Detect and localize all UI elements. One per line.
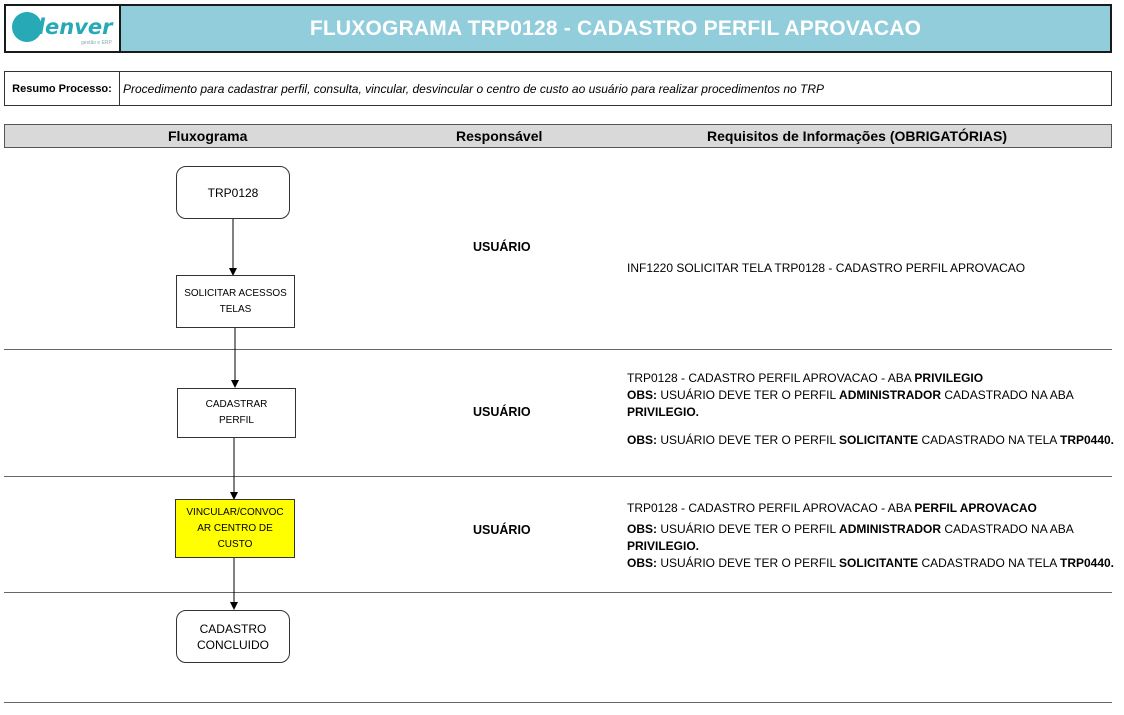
responsible-row-1: USUÁRIO bbox=[473, 240, 531, 254]
summary-text: Procedimento para cadastrar perfil, consulta, vincular, desvincular o centro de custo ao usuário para realizar procedimentos no TRP bbox=[119, 71, 1112, 106]
summary-label: Resumo Processo: bbox=[4, 71, 119, 106]
responsible-row-2: USUÁRIO bbox=[473, 405, 531, 419]
column-flow: Fluxograma bbox=[168, 128, 248, 144]
logo-text: denver bbox=[30, 15, 113, 39]
page-title: FLUXOGRAMA TRP0128 - CADASTRO PERFIL APROVACAO bbox=[309, 16, 922, 40]
column-requirements: Requisitos de Informações (OBRIGATÓRIAS) bbox=[707, 128, 1007, 144]
node-link-cost-center: VINCULAR/CONVOC AR CENTRO DE CUSTO bbox=[175, 499, 295, 558]
node-register-profile: CADASTRAR PERFIL bbox=[177, 388, 296, 438]
requirement-row-3: TRP0128 - CADASTRO PERFIL APROVACAO - ABA PERFIL APROVACAO OBS: USUÁRIO DEVE TER O PERFIL ADMINISTRADOR CADASTRADO NA ABA PRIVILEGIO. OBS: USUÁRIO DEVE TER O PERFIL SOLICITANTE CADASTRADO NA TELA TRP0440. bbox=[627, 501, 1115, 570]
requirement-row-1: INF1220 SOLICITAR TELA TRP0128 - CADASTRO PERFIL APROVACAO bbox=[627, 261, 1026, 275]
node-request-access: SOLICITAR ACESSOS TELAS bbox=[176, 275, 295, 328]
node-start: TRP0128 bbox=[176, 166, 290, 219]
responsible-row-3: USUÁRIO bbox=[473, 523, 531, 537]
column-responsible: Responsável bbox=[456, 128, 543, 144]
logo-tagline: gestão e ERP bbox=[81, 40, 112, 46]
requirement-row-2: TRP0128 - CADASTRO PERFIL APROVACAO - ABA PRIVILEGIO OBS: USUÁRIO DEVE TER O PERFIL ADMINISTRADOR CADASTRADO NA ABA PRIVILEGIO. OBS: USUÁRIO DEVE TER O PERFIL SOLICITANTE CADASTRADO NA TELA TRP0440. bbox=[627, 371, 1115, 447]
node-end: CADASTRO CONCLUIDO bbox=[176, 610, 290, 663]
